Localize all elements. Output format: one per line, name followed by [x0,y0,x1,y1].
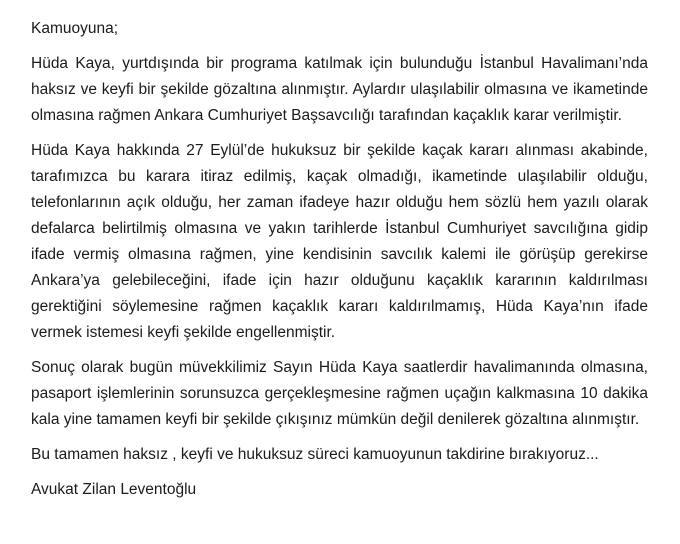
paragraph-conclusion: Sonuç olarak bugün müvekkilimiz Sayın Hüda Kaya saatlerdir havalimanında olmasına, pasaport işlemlerinin sorunsuzca gerçekleşmesine rağmen uçağın kalkmasına 10 dakika kala yine tamamen keyfi bir şekilde çıkışınız mümkün değil denilerek gözaltına alınmıştır. [31,359,648,428]
paragraph-objection: Hüda Kaya hakkında 27 Eylül’de hukuksuz bir şekilde kaçak kararı alınması akabinde, tarafımızca bu karara itiraz edilmiş, kaçak olmadığı, ikametinde ulaşılabilir olduğu, telefonlarının açık olduğu, her zaman ifadeye hazır olduğu hem sözlü hem yazılı olarak defalarca belirtilmiş olmasına ve yakın tarihlerde İstanbul Cumhuriyet savcılığına gidip ifade vermiş olmasına rağmen, yine kendisinin savcılık kalemi ile görüşüp gerekirse Ankara’ya gelebileceğini, ifade için hazır olduğunu kaçaklık kararının kaldırılması gerektiğini söylemesine rağmen kaçaklık kararı kaldırılmamış, Hüda Kaya’nın ifade vermek istemesi keyfi şekilde engellenmiştir. [31,142,648,341]
salutation: Kamuoyuna; [31,20,119,37]
paragraph-detention: Hüda Kaya, yurtdışında bir programa katılmak için bulunduğu İstanbul Havalimanı’nda haksız ve keyfi bir şekilde gözaltına alınmıştır. Aylardır ulaşılabilir olmasına ve ikametinde olmasına rağmen Ankara Cumhuriyet Başsavcılığı tarafından kaçaklık karar verilmiştir. [31,55,648,124]
closing-line: Bu tamamen haksız , keyfi ve hukuksuz süreci kamuoyunun takdirine bırakıyoruz... [31,446,599,463]
signature: Avukat Zilan Leventoğlu [31,481,197,498]
